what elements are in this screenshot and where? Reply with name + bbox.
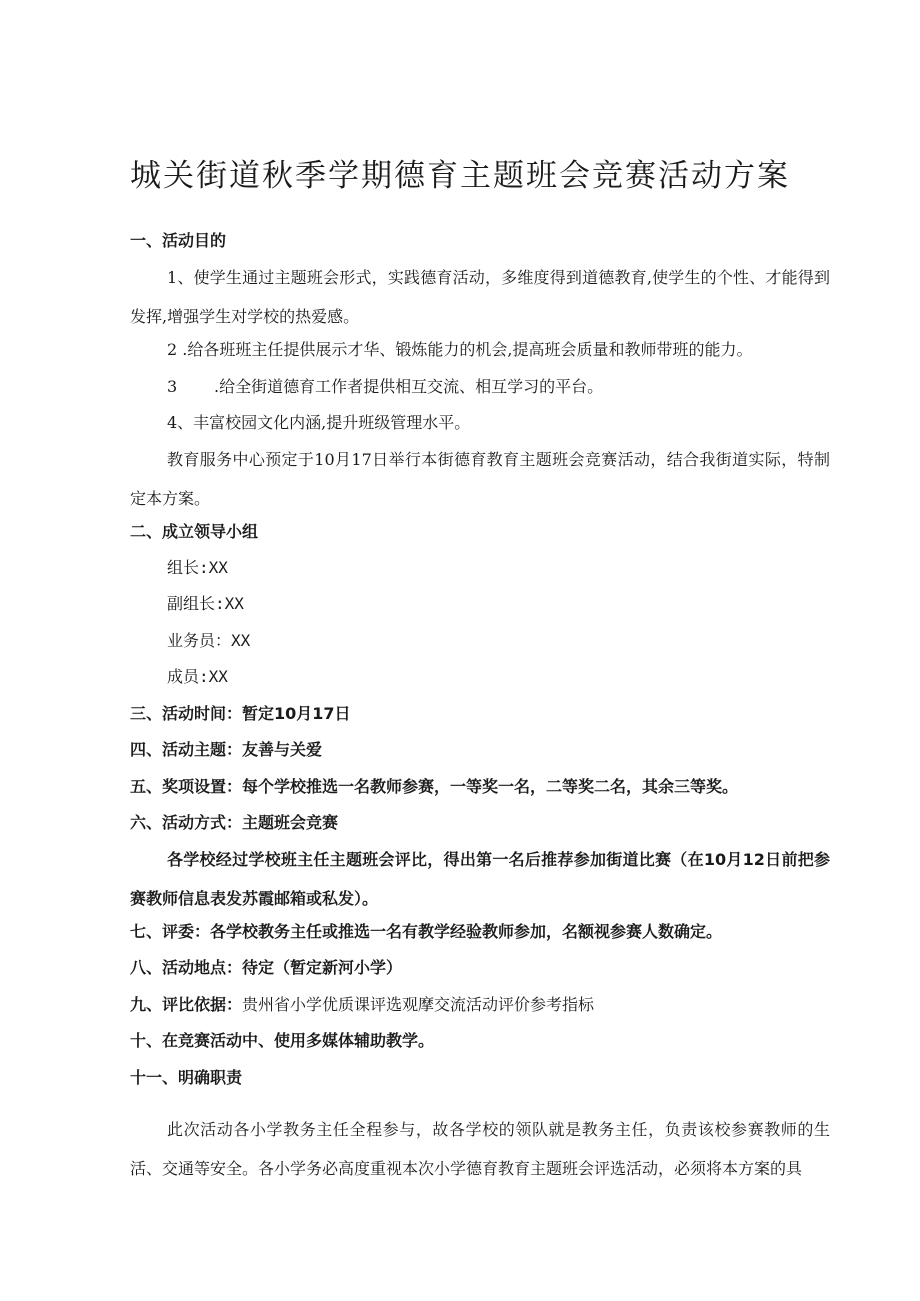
section-heading-purpose: 一、活动目的 [130, 231, 227, 250]
section-heading-responsibilities: 十一、明确职责 [130, 1068, 243, 1087]
criteria-label: 九、评比依据： [130, 995, 243, 1014]
staff-entry: 业务员：XX [167, 631, 251, 650]
purpose-item-1: 1、使学生通过主题班会形式，实践德育活动，多维度得到道德教育,使学生的个性、才能得到发挥,增强学生对学校的热爱感。 [130, 268, 830, 326]
leader-entry: 组长:XX [167, 558, 228, 577]
page-title: 城关街道秋季学期德育主题班会竞赛活动方案 [130, 158, 790, 194]
section-location: 八、活动地点：待定（暂定新河小学） [130, 958, 403, 977]
section-multimedia: 十、在竞赛活动中、使用多媒体辅助教学。 [130, 1031, 435, 1050]
section-activity-theme: 四、活动主题：友善与关爱 [130, 740, 323, 759]
responsibilities-body: 此次活动各小学教务主任全程参与，故各学校的领队就是教务主任，负责该校参赛教师的生活、交通等安全。各小学务必高度重视本次小学德育教育主题班会评选活动，必须将本方案的具 [130, 1120, 830, 1178]
section-heading-leadership: 二、成立领导小组 [130, 522, 259, 541]
section-activity-time: 三、活动时间：暂定10月17日 [130, 704, 351, 723]
section-judges: 七、评委：各学校教务主任或推选一名有教学经验教师参加，名额视参赛人数确定。 [130, 922, 723, 941]
section-activity-method: 六、活动方式：主题班会竞赛 [130, 813, 339, 832]
section-awards: 五、奖项设置：每个学校推选一名教师参赛，一等奖一名，二等奖二名，其余三等奖。 [130, 777, 739, 796]
purpose-item-3-number: 3 [167, 377, 178, 396]
purpose-note: 教育服务中心预定于10月17日举行本街德育教育主题班会竞赛活动，结合我街道实际，特制定本方案。 [130, 450, 830, 508]
purpose-item-3-text: .给全街道德育工作者提供相互交流、相互学习的平台。 [214, 377, 604, 396]
members-entry: 成员:XX [167, 667, 228, 686]
section-criteria [130, 995, 594, 1015]
purpose-item-4: 4、丰富校园文化内涵,提升班级管理水平。 [167, 413, 471, 432]
activity-method-body: 各学校经过学校班主任主题班会评比，得出第一名后推荐参加街道比赛（在10月12日前把参赛教师信息表发苏霞邮箱或私发）。 [130, 850, 830, 908]
vice-leader-entry: 副组长:XX [167, 594, 244, 613]
criteria-text: 贵州省小学优质课评选观摩交流活动评价参考指标 [242, 995, 595, 1014]
purpose-item-2: 2 .给各班班主任提供展示才华、锻炼能力的机会,提高班会质量和教师带班的能力。 [167, 340, 753, 359]
